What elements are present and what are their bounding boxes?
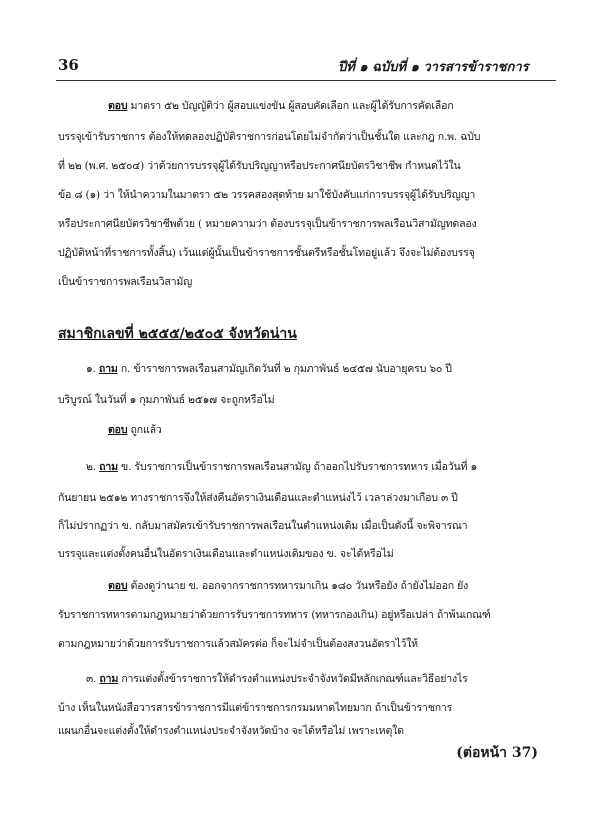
item-2-question-cont-3: บรรจุและแต่งตั้งคนอื่นในอัตราเงินเดือนและตำแหน่งเดิมของ ข. จะได้หรือไม่ <box>58 548 394 560</box>
answer-label: ตอบ <box>108 580 128 592</box>
item-3-question: ๓. ถาม การแต่งตั้งข้าราชการให้ดำรงตำแหน่งประจำจังหวัดมีหลักเกณฑ์และวิธีอย่างไร <box>86 673 468 685</box>
item-2-question-cont-2: ก็ไม่ปรากฏว่า ข. กลับมาสมัครเข้ารับราชการพลเรือนในตำแหน่งเดิม เมื่อเป็นดังนี้ จะพิจารณา <box>58 520 468 532</box>
answer-intro-line-7: เป็นข้าราชการพลเรือนวิสามัญ <box>58 276 193 288</box>
item-2-answer-cont-2: ตามกฎหมายว่าด้วยการรับราชการแล้วสมัครต่อ ก็จะไม่จำเป็นต้องสงวนอัตราไว้ให้ <box>58 638 418 650</box>
running-title: ปีที่ ๑ ฉบับที่ ๑ วารสารข้าราชการ <box>338 60 529 75</box>
answer-intro-line-5: หรือประกาศนียบัตรวิชาชีพด้วย ( หมายความว่า ต้องบรรจุเป็นข้าราชการพลเรือนวิสามัญทดลอง <box>58 218 477 230</box>
answer-intro-line-6: ปฏิบัติหน้าที่ราชการทั้งสิ้น) เว้นแต่ผู้นั้นเป็นข้าราชการชั้นตรีหรือชั้นโทอยู่แล้ว จึงจะไม่ต้องบรรจุ <box>58 247 475 259</box>
answer-label: ตอบ <box>108 100 128 112</box>
answer-intro-line-4: ข้อ ๘ (๑) ว่า ให้นำความในมาตรา ๕๒ วรรคสองสุดท้าย มาใช้บังคับแก่การบรรจุผู้ได้รับปริญญา <box>58 189 476 201</box>
answer-intro-line-3: ที่ ๒๒ (พ.ศ. ๒๕๐๔) ว่าด้วยการบรรจุผู้ได้รับปริญญาหรือประกาศนียบัตรวิชาชีพ กำหนดไว้ใน <box>58 160 461 172</box>
item-2-answer-cont-1: รับราชการทหารตามกฎหมายว่าด้วยการรับราชการทหาร (ทหารกองเกิน) อยู่หรือเปล่า ถ้าพ้นเกณฑ์ <box>58 609 491 621</box>
item-1-question-cont: บริบูรณ์ ในวันที่ ๑ กุมภาพันธ์ ๒๕๑๗ จะถูกหรือไม่ <box>58 394 275 406</box>
continued-note: (ต่อหน้า 37) <box>456 745 538 761</box>
item-3-question-cont-2: แผนกอื่นจะแต่งตั้งให้ดำรงตำแหน่งประจำจังหวัดบ้าง จะได้หรือไม่ เพราะเหตุใด <box>58 725 404 737</box>
item-2-answer: ตอบ ต้องดูว่านาย ข. ออกจากราชการทหารมาเกิน ๑๘๐ วันหรือยัง ถ้ายังไม่ออก ยัง <box>108 580 469 592</box>
header-rule <box>56 80 556 81</box>
question-label: ถาม <box>99 461 118 473</box>
section-heading: สมาชิกเลขที่ ๒๕๕๕/๒๕๐๕ จังหวัดน่าน <box>58 326 297 342</box>
question-label: ถาม <box>99 673 119 685</box>
answer-intro-line-2: บรรจุเข้ารับราชการ ต้องให้ทดลองปฏิบัติราชการก่อนโดยไม่จำกัดว่าเป็นชั้นใด และกฎ ก.พ. ฉบับ <box>58 131 481 143</box>
item-1-answer: ตอบ ถูกแล้ว <box>108 424 162 436</box>
answer-label: ตอบ <box>108 424 128 436</box>
item-3-question-cont-1: บ้าง เห็นในหนังสือวารสารข้าราชการมีแต่ข้าราชการกรมมหาดไทยมาก ถ้าเป็นข้าราชการ <box>58 702 453 714</box>
item-2-question-cont-1: กันยายน ๒๕๑๒ ทางราชการจึงให้ส่งคืนอัตราเงินเดือนและตำแหน่งไว้ เวลาล่วงมาเกือบ ๓ ปี <box>58 492 458 504</box>
item-1-question: ๑. ถาม ก. ข้าราชการพลเรือนสามัญเกิดวันที่ ๒ กุมภาพันธ์ ๒๔๕๗ นับอายุครบ ๖๐ ปี <box>86 363 452 375</box>
item-2-question: ๒. ถาม ข. รับราชการเป็นข้าราชการพลเรือนสามัญ ถ้าออกไปรับราชการทหาร เมื่อวันที่ ๑ <box>86 461 478 473</box>
page-number: 36 <box>58 56 79 74</box>
question-label: ถาม <box>98 363 118 375</box>
answer-intro-line-1: ตอบ มาตรา ๕๒ บัญญัติว่า ผู้สอบแข่งขัน ผู้สอบคัดเลือก และผู้ได้รับการคัดเลือก <box>108 100 454 112</box>
